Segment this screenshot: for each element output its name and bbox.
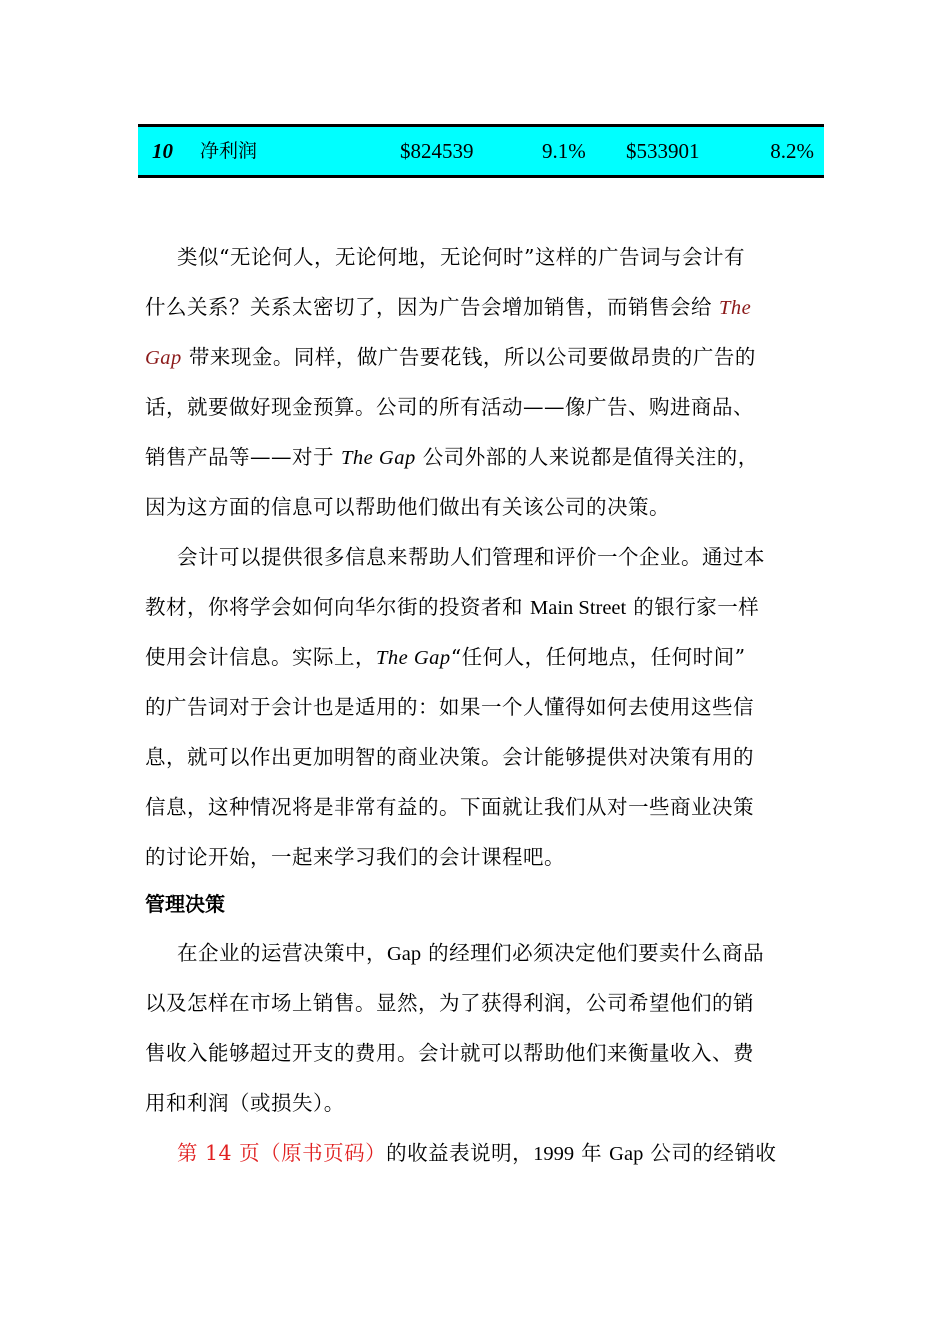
net-income-1998: $533901: [626, 139, 700, 163]
paragraph-income-statement: [145, 1128, 815, 1178]
text-line: 话，就要做好现金预算。公司的所有活动——像广告、购进商品、: [145, 395, 754, 419]
brand-name: The: [719, 297, 752, 319]
text-line: 的讨论开始，一起来学习我们的会计课程吧。: [145, 845, 565, 869]
text-line: 的广告词对于会计也是适用的：如果一个人懂得如何去使用这些信: [145, 695, 754, 719]
text-line: 以及怎样在市场上销售。显然，为了获得利润，公司希望他们的销: [145, 991, 754, 1015]
net-income-1999: $824539: [400, 139, 474, 163]
section-heading: 管理决策: [145, 892, 225, 916]
row-label: 净利润: [200, 140, 258, 162]
page-reference-link[interactable]: 第 14 页（原书页码）: [177, 1141, 387, 1165]
net-income-pct-1998: 8.2%: [770, 139, 814, 163]
paragraph-advertising: [145, 232, 815, 532]
text-line: 息，就可以作出更加明智的商业决策。会计能够提供对决策有用的: [145, 745, 754, 769]
text-line: 使用会计信息。实际上，The Gap“任何人，任何地点，任何时间”: [145, 645, 746, 669]
brand-name: The Gap: [376, 647, 451, 669]
text-line: 什么关系？关系太密切了，因为广告会增加销售，而销售会给 The: [145, 295, 752, 319]
net-income-pct-1999: 9.1%: [542, 139, 586, 163]
text-line: 因为这方面的信息可以帮助他们做出有关该公司的决策。: [145, 495, 670, 519]
text-line: 销售产品等——对于 The Gap 公司外部的人来说都是值得关注的，: [145, 445, 759, 469]
brand-name: The Gap: [341, 447, 416, 469]
row-number: 10: [152, 139, 173, 163]
text-line: 在企业的运营决策中，Gap 的经理们必须决定他们要卖什么商品: [177, 941, 765, 965]
paragraph-management-decisions: [145, 928, 815, 1128]
text-line: 第 14 页（原书页码）的收益表说明，1999 年 Gap 公司的经销收: [177, 1141, 777, 1165]
paragraph-accounting-info: [145, 532, 815, 882]
text-line: Gap 带来现金。同样，做广告要花钱，所以公司要做昂贵的广告的: [145, 345, 756, 369]
text-line: 教材，你将学会如何向华尔街的投资者和 Main Street 的银行家一样: [145, 595, 760, 619]
text-line: 售收入能够超过开支的费用。会计就可以帮助他们来衡量收入、费: [145, 1041, 754, 1065]
brand-name: Gap: [145, 347, 182, 369]
text-line: 类似“无论何人，无论何地，无论何时”这样的广告词与会计有: [177, 245, 745, 269]
text-line: 用和利润（或损失）。: [145, 1091, 345, 1115]
text-line: 信息，这种情况将是非常有益的。下面就让我们从对一些商业决策: [145, 795, 754, 819]
financial-table-row: [138, 124, 824, 178]
text-line: 会计可以提供很多信息来帮助人们管理和评价一个企业。通过本: [177, 545, 765, 569]
